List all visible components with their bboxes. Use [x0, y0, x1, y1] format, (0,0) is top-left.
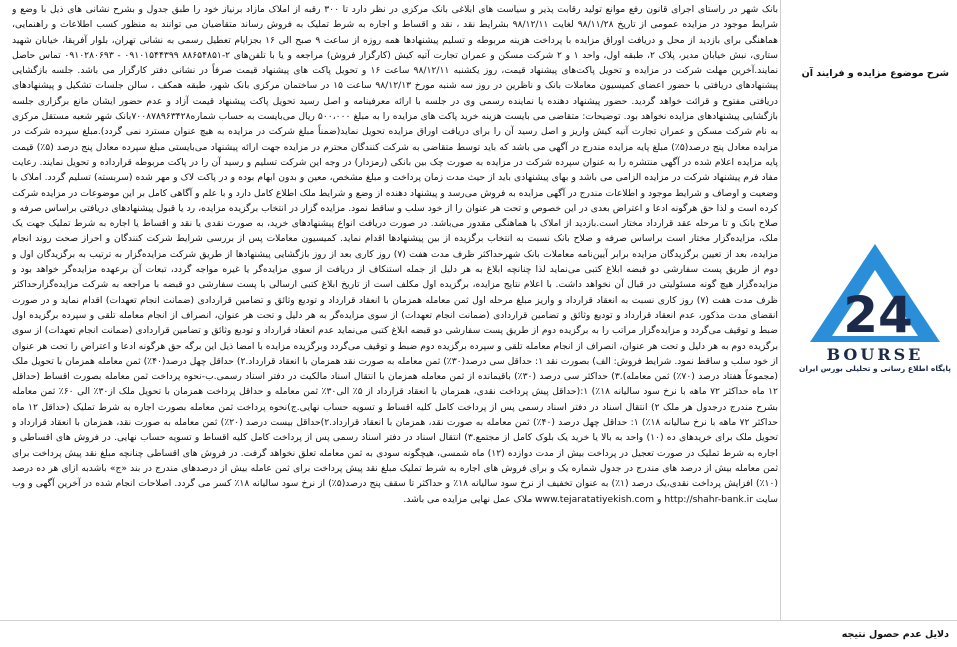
notice-paragraph: بانک شهر در راستای اجرای قانون رفع موانع تولید رقابت پذیر و سیاست های ابلاغی بانک مرکزی در نظر دارد تا ۳۰۰ رقبه از املاک مازاد برنیاز خود را طبق جدول و بشرح نشانی های ذیل با وضع و شرایط موجود در مزایده عمومی از تاریخ ۹۸/۱۱/۲۸ لغایت ۹۸/۱۲/۱۱ بشرایط نقد ، نقد و اقساط و اجاره به شرط تملیک به فروش رساند متقاضیان می توانند به منظور کسب اطلاعات و راهنمایی، هماهنگی برای بازدید از محل و دریافت اوراق مزایده با پرداخت هزینه مربوطه و تسلیم پیشنهادها همه روزه از ساعت ۹ صبح الی ۱۶ بجزایام تعطیل رسمی به نشانی تهران، بلوار آفریقا، خیابان شهید ستاری، نبش خیابان مدیر، پلاک ۲، طبقه اول، واحد ۱ و ۲ شرکت مسکن و عمران تجارت آتیه کیش (کارگزار فروش) مراجعه و یا با تلفن‌های ۲-۸۸۶۵۴۸۵۱ ۰۹۱۰۱۵۴۴۳۹۹ - ۰۹۱۰۲۸۰۶۹۳ تماس حاصل نمایند.آخرین مهلت شرکت در مزایده و تحویل پاکت‌های پیشنهاد قیمت، روز یکشنبه ۹۸/۱۲/۱۱ ساعت ۱۶ و تحویل پاکت های پیشنهاد قیمت صرفاً در نشانی دفتر کارگزار می باشد. جلسه بازگشایی پیشنهادهای دریافتی با حضور اعضای کمیسیون معاملات بانک و ناظرین در روز سه شنبه مورخ ۹۸/۱۲/۱۳ ساعت ۱۵ در ساختمان مرکزی بانک شهر، طبقه همکف ، سالن جلسات تشکیل و پیشنهادهای دریافتی مفتوح و قرائت خواهد گردید. حضور پیشنهاد دهنده یا نماینده رسمی وی در جلسه با ارائه معرفینامه و اصل رسید تحویل پاکت پیشنهاد قیمت آزاد و عدم حضور ایشان مانع برگزاری جلسه بازگشایی پیشنهادهای مزایده نخواهد بود. توضیحات: متقاضی می بایست هزینه خرید پاکت های مزایده را به مبلغ ۵۰۰،۰۰۰ ریال می‌بایست به حساب شماره۷۰۰۸۷۸۹۶۳۴۲۸بانک شهر شعبه مستقل مرکزی به نام شرکت مسکن و عمران تجارت آتیه کیش واریز و اصل رسید آن را برای دریافت اوراق مزایده تحویل نماید(ضمناً مبلغ شرکت در مزایده به هیچ عنوان مسترد نمی گردد).مبلغ سپرده شرکت در مزایده معادل پنج درصد(۵٪) مبلغ پایه مزایده مندرج در آگهی می باشد که باید توسط متقاضی به شرکت کنندگان محترم در مزایده جهت ارائه پیشنهاد می‌بایستی مبلغ سپرده معادل پنج درصد (۵٪) قیمت پایه مزایده اعلام شده در آگهی منتشره را به عنوان سپرده شرکت در مزایده به صورت چک بین بانکی (رمزدار) در وجه این شرکت تسلیم و رسید آن را در پاکت مربوطه قرارداده و تحویل نمایند. رعایت مفاد فرم پیشنهاد شرکت در مزایده الزامی می باشد و بهای پیشنهادی باید از حیث مدت زمان پرداخت و مبلغ مشخص، معین و بدون ابهام بوده و در پاکت لاک و مهر شده (سربسته) تسلیم گردد. املاک با وضعیت و اوصاف و شرایط موجود و اطلاعات مندرج در آگهی مزایده به فروش می‌رسد و پیشنهاد دهنده از وضع و شرایط ملک اطلاع کامل دارد و با علم و آگاهی کامل بر این موضوعات در مزایده شرکت کرده است و لذا حق هرگونه ادعا و اعتراض بعدی در این خصوص و تحت هر عنوان را از خود سلب و ساقط نمود. مزایده گزار در انتخاب برگزیده مزایده، رد یا قبول پیشنهادهای دریافتی براساس صرفه و صلاح بانک و تا مرحله عقد قرارداد مختار است.بازدید از املاک با هماهنگی مقدور می‌باشد. در صورت دریافت انواع پیشنهادهای خرید، به صورت نقدی یا نقد و اقساط یا اجاره به شرط تملیک جهت یک ملک، مزایده‌گزار مختار است براساس صرفه و صلاح بانک نسبت به انتخاب برگزیده از بین پیشنهادها اقدام نماید. کمیسیون معاملات پس از بررسی شرایط شرکت کنندگان و احراز صحت روند انجام مزایده، بعد از تعیین برگزیدگان مزایده برابر آیین‌نامه معاملات بانک شهرحداکثر ظرف مدت هفت (۷) روز کاری بعد از روز بازگشایی پیشنهادها از طریق شرکت مزایده‌گزار به ترتیب به برگزیدگان اول و دوم از طریق پست سفارشی دو قبضه ابلاغ کتبی می‌نماید لذا چنانچه ابلاغ به هر دلیل از جمله استنکاف از دریافت از سوی مزایده‌گر یا غیره مواجه گردد، تبعات آن برعهده مزایده‌گر خواهد بود و مزایده‌گزار هیچ گونه مسئولیتی در قبال آن نخواهد داشت. با اعلام نتایج مزایده، برگزیده اول مکلف است از تاریخ ابلاغ کتبی ارسالی با پست سفارشی دو قبضه با مراجعه به شرکت مزایده‌گزارحداکثر ظرف مدت هفت (۷) روز کاری نسبت به انعقاد قرارداد و واریز مبلغ مرحله اول ثمن معامله همزمان با انعقاد قرارداد و تودیع وثائق و تضامین قراردادی (ضمانت انجام تعهدات) اقدام نماید و در صورت انقضای مدت مذکور، عدم انعقاد قرارداد و تودیع وثائق و تضامین قراردادی (ضمانت انجام تعهدات) از سوی مزایده‌گر به هر دلیل و تحت هر عنوان، انصراف از انجام معامله تلقی و سپرده برگزیده اول ضبط و توقیف می‌گردد و مزایده‌گزار مراتب را به برگزیده دوم از طریق پست سفارشی دو قبضه ابلاغ کتبی می‌نماید عدم انعقاد قرارداد و تودیع وثائق و تضامین قراردادی (ضمانت انجام تعهدات) از سوی برگزیده دوم به هر دلیل و تحت هر عنوان، انصراف از انجام معامله تلقی و سپرده برگزیده دوم ضبط و توقیف می‌گردد وبرگزیده مزایده با امضا ذیل این برگه حق هرگونه ادعا و اعتراض را تحت هر عنوان از خود سلب و ساقط نمود. شرایط فروش: الف) بصورت نقد ۱: حداقل سی درصد(۳۰٪) ثمن معامله به صورت نقد همزمان با انعقاد قرارداد.۲) حداقل چهل درصد(۴۰٪) ثمن معامله همزمان با تحویل ملک (مجموعاً هفتاد درصد (۷۰٪) ثمن معامله).۳) حداکثر سی درصد (۳۰٪) باقیمانده از ثمن معامله همزمان با انتقال اسناد مالکیت در دفتر اسناد رسمی.ب-نحوه پرداخت ثمن معامله بصورت اقساط (حداقل ۱۲ ماه حداکثر ۷۲ ماهه با نرخ سود سالیانه ۱۸٪) ۱:(حداقل پیش پرداخت نقدی، همزمان با انعقاد قرارداد از ۵٪ الی۳۰٪ ثمن معامله و حداقل پرداخت همزمان با تحویل ملک از۳۰٪ الی ۶۰٪ ثمن معامله بشرح مندرج درجدول هر ملک ۲) انتقال اسناد در دفتر اسناد رسمی پس از پرداخت کامل کلیه اقساط و تسویه حساب نهایی.ج)نحوه پرداخت ثمن معامله بصورت اجاره به شرط تملیک (حداقل ۱۲ ماه حداکثر ۷۲ ماهه با نرخ سالیانه ۱۸٪) ۱: حداقل چهل درصد (۴۰٪) ثمن معامله به صورت نقد، همزمان با انعقاد قرارداد.۲)حداقل بیست درصد (۲۰٪) ثمن معامله به صورت نقد، همزمان با انعقاد قرارداد و تحویل ملک برای خریدهای ده (۱۰) واحد به بالا یا خرید یک بلوک کامل از مجتمع.۳) انتقال اسناد در دفتر اسناد رسمی پس از پرداخت کامل کلیه اقساط و تسویه حساب نهایی. در فروش های اقساطی و اجاره به شرط تملیک در صورت تعجیل در پرداخت بیش از مدت دوازده (۱۲) ماه شمسی، هیچگونه سودی به ثمن معامله تعلق نخواهد گرفت. در فروش های اقساطی چنانچه مبلغ نقد پیش پرداخت برای ثمن معامله بیش از درصد های مندرج در جدول شماره یک و برای فروش های اجاره به شرط تملیک مبلغ نقد پیش پرداخت برای ثمن عامله بیش از درصدهای مندرج در بند «ج» باشدبه ازای هر ده درصد (۱۰٪) افزایش پرداخت نقدی،یک درصد (۱٪) به عنوان تخفیف از نرخ سود سالیانه ۱۸٪ و حداکثر تا سقف پنج درصد(۵٪) از نرخ سود سالیانه ۱۸٪ کسر می گردد. اصلاحات انجام شده در آخرین آگهی و وب سایت http://shahr-bank.ir و www.tejaratatiyekish.com ملاک عمل نهایی مزایده می باشد.: [12, 4, 778, 505]
column-divider: [780, 0, 781, 620]
notice-body: [12, 2, 778, 618]
logo-title: BOURSE: [826, 345, 924, 364]
logo-subtitle: پایگاه اطلاع رسانی و تحلیلی بورس ایران: [799, 364, 951, 373]
logo-mark: 24: [843, 286, 913, 344]
no-result-reasons-label: دلایل عدم حصول نتیجه: [841, 629, 949, 640]
row-divider: [0, 620, 957, 621]
topic-label: شرح موضوع مزایده و فرایند آن: [801, 68, 949, 79]
